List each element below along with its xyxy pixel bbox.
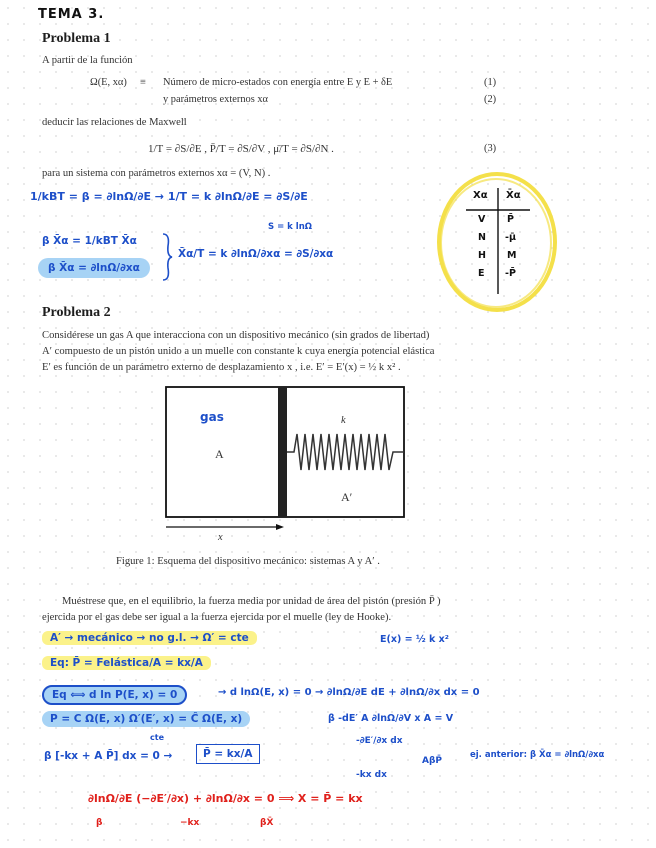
hand2-side-3: AβP̄ (422, 756, 443, 766)
table-cell: V (478, 214, 486, 225)
table-head-right: X̄α (506, 190, 521, 201)
hand2-l2: Eq: P̄ = Felástica/A = kx/A (42, 656, 211, 670)
hand2-l4: P = C Ω(E, x) Ω′(E′, x) = Ĉ Ω(E, x) (42, 711, 250, 727)
figure-label-Aprime: A′ (341, 490, 353, 504)
hand2-l1: A′ → mecánico → no g.l. → Ω′ = cte (42, 631, 257, 645)
def-line1: Número de micro-estados con energía entre E y E + δE (163, 77, 393, 88)
arrow-head-icon (276, 524, 284, 530)
hand2-side-4: ej. anterior: β X̄α = ∂lnΩ/∂xα (470, 750, 605, 760)
figure-label-k: k (341, 415, 346, 426)
task-line1: Muéstrese que, en el equilibrio, la fuerza media por unidad de área del pistón (presión P̄ ) (62, 596, 441, 607)
yellow-circle-annotation (432, 168, 562, 316)
eq-number-3: (3) (484, 143, 497, 154)
hand2-l4-right: β -dE′ A ∂lnΩ/∂V x A = V (328, 713, 454, 724)
problem1-intro: A partir de la función (42, 55, 133, 66)
piston (278, 387, 287, 517)
figure-caption: Figure 1: Esquema del dispositivo mecánico: sistemas A y A′ . (116, 556, 380, 567)
hand1-line2: β X̄α = 1/kBT X̄α (42, 235, 137, 247)
problem2-line3: E′ es función de un parámetro externo de desplazamiento x , i.e. E′ = E′(x) = ½ k x² . (42, 362, 401, 373)
problem2-line2: A′ compuesto de un pistón unido a un muelle con constante k cuya energía potencial elástica (42, 346, 435, 357)
table-cell: H (478, 250, 486, 261)
hand2-red-under: βX̄ (260, 818, 274, 828)
def-equiv: ≡ (140, 77, 146, 88)
maxwell-relations: 1/T = ∂S/∂E , P̄/T = ∂S/∂V , μ̄/T = ∂S/∂N . (148, 143, 334, 155)
def-line2: y parámetros externos xα (163, 94, 268, 105)
problem1-params: para un sistema con parámetros externos xα = (V, N) . (42, 168, 271, 179)
figure-label-A: A (215, 447, 224, 461)
hand2-l3b: → d lnΩ(E, x) = 0 → ∂lnΩ/∂E dE + ∂lnΩ/∂x dx = 0 (218, 687, 480, 698)
figure-label-gas: gas (200, 410, 224, 424)
hand1-line3: β X̄α = ∂lnΩ/∂xα (38, 258, 150, 278)
table-cell: E (478, 268, 485, 279)
hand2-side-2: -kx dx (356, 770, 387, 780)
table-head-left: Xα (473, 190, 488, 201)
hand2-l3a: Eq ⟺ d ln P(E, x) = 0 (42, 685, 187, 705)
hand1-line1: 1/kBT = β = ∂lnΩ/∂E → 1/T = k ∂lnΩ/∂E = ∂S/∂E (30, 190, 308, 203)
hand2-l5-box: P̄ = kx/A (196, 744, 260, 764)
hand2-side-1: -∂E′/∂x dx (356, 736, 403, 746)
hand2-l5: β [-kx + A P̄] dx = 0 → (44, 750, 173, 762)
problem1-deduce: deducir las relaciones de Maxwell (42, 117, 187, 128)
table-cell: -μ̄ (505, 232, 516, 243)
task-line2: ejercida por el gas debe ser igual a la fuerza ejercida por el muelle (ley de Hooke). (42, 612, 392, 623)
hand1-line-right: X̄α/T = k ∂lnΩ/∂xα = ∂S/∂xα (178, 248, 334, 260)
hand1-brace (160, 232, 174, 282)
table-cell: M (507, 250, 517, 261)
eq-number-2: (2) (484, 94, 497, 105)
def-lhs: Ω(E, xα) (90, 77, 127, 88)
table-cell: P̄ (507, 214, 514, 225)
tema-heading: TEMA 3. (38, 7, 105, 22)
hand2-l1-right: E(x) = ½ k x² (380, 634, 449, 645)
problem2-title: Problema 2 (42, 305, 111, 320)
piston-spring-figure (160, 384, 410, 544)
problem2-line1: Considérese un gas A que interacciona con un dispositivo mecánico (sin grados de libertad) (42, 330, 430, 341)
hand2-red-under: −kx (180, 818, 200, 828)
table-cell: N (478, 232, 486, 243)
hand2-red-line: ∂lnΩ/∂E (−∂E′/∂x) + ∂lnΩ/∂x = 0 ⟹ X = P̄ = kx (88, 792, 363, 805)
table-cell: -P̄ (505, 268, 516, 279)
eq-number-1: (1) (484, 77, 497, 88)
figure-label-x: x (218, 532, 223, 543)
hand1-line1-note: S = k lnΩ (268, 222, 312, 232)
hand2-red-under: β (96, 818, 103, 828)
problem1-title: Problema 1 (42, 31, 111, 46)
hand2-l4-sub: cte (150, 733, 164, 742)
